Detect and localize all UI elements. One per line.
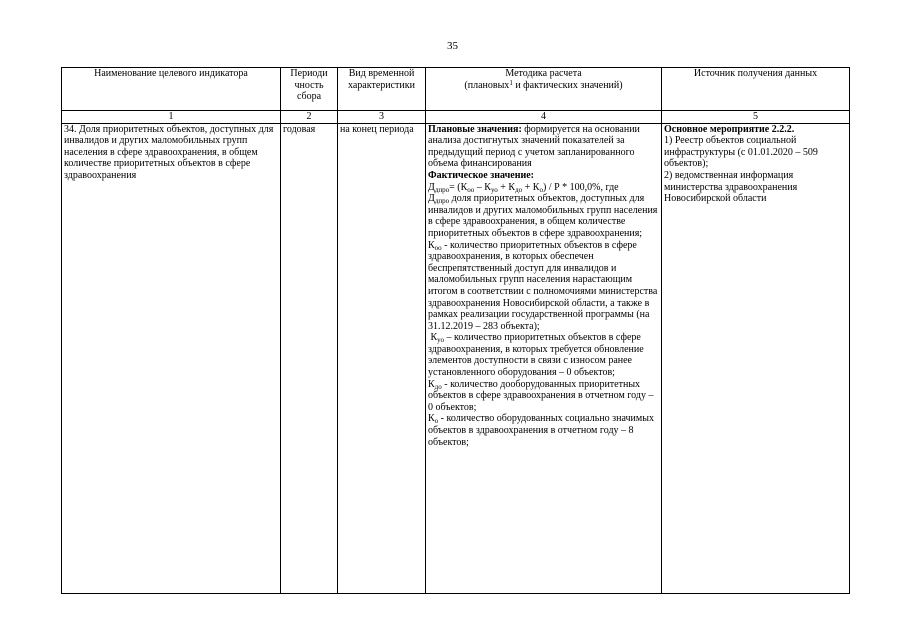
definition-d: $Д_{дпро}$ доля приоритетных объектов, доступных для инвалидов и других маломобильных групп населения в сфере здравоохранения, в общем количестве приоритетных объектов в сфере здравоохранения; xyxy=(428,193,658,239)
period-cell: годовая xyxy=(281,123,338,593)
definition-k-do: $К_{до}$ - количество дооборудованных приоритетных объектов в сфере здравоохранения в отчетном году – 0 объектов; xyxy=(428,378,654,413)
header-period: Периоди чность сбора xyxy=(281,68,338,111)
header-indicator-name: Наименование целевого индикатора xyxy=(62,68,281,111)
definition-k-o: $К_о$ - количество оборудованных социально значимых объектов в здравоохранения в отчетном году – 8 объектов; xyxy=(428,413,654,448)
fact-label: Фактическое значение: xyxy=(428,169,534,181)
definition-k-uo: $К_{уо}$ – количество приоритетных объектов в сфере здравоохранения, в которых требуется обновление элементов доступности в связи с износом ранее установленного оборудования – 0 объектов; xyxy=(428,332,644,379)
column-number: 5 xyxy=(662,111,850,124)
column-number: 2 xyxy=(281,111,338,124)
source-title: Основное мероприятие 2.2.2. xyxy=(664,123,795,135)
indicators-table xyxy=(61,67,850,594)
header-data-source: Источник получения данных xyxy=(662,68,850,111)
column-number: 4 xyxy=(426,111,662,124)
source-item: 1) Реестр объектов социальной инфраструктуры (с 01.01.2020 – 509 объектов); xyxy=(664,135,818,170)
column-number: 1 xyxy=(62,111,281,124)
header-method: Методика расчета (плановых$^1$ и фактических значений) xyxy=(426,68,662,111)
column-number: 3 xyxy=(338,111,426,124)
header-time-type: Вид временной характеристики xyxy=(338,68,426,111)
table-header-row xyxy=(62,68,850,111)
column-numbers-row xyxy=(62,111,850,124)
formula: $Д_{дпро}= (К_{оо} - К_{уо} + К_{до} + К_о) / Р * 100,0\%$, где xyxy=(428,181,619,194)
page-number: 35 xyxy=(447,40,458,52)
plan-label: Плановые значения: xyxy=(428,123,522,135)
indicator-name-cell: 34. Доля приоритетных объектов, доступных для инвалидов и других маломобильных групп населения в сфере здравоохранения, в общем количестве приоритетных объектов в сфере здравоохранения xyxy=(62,123,281,593)
definition-k-oo: $К_{оо}$ - количество приоритетных объектов в сфере здравоохранения, в которых обеспечен беспрепятственный доступ для инвалидов и маломобильных групп населения нарастающим итогом в соответствии с полномочиями министерства здравоохранения Новосибирской области, а также в рамках реализации государственной программы (на 31.12.2019 – 283 объекта); xyxy=(428,239,658,332)
time-type-cell: на конец периода xyxy=(338,123,426,593)
plan-text: формируется на основании анализа достигнутых значений показателей за предыдущий период с учетом запланированного объема финансирования xyxy=(428,123,640,170)
source-item: 2) ведомственная информация министерства здравоохранения Новосибирской области xyxy=(664,169,798,205)
method-cell xyxy=(426,123,662,593)
data-source-cell xyxy=(662,123,850,593)
footnote-marker: 1 xyxy=(509,78,513,87)
table-row xyxy=(62,123,850,593)
